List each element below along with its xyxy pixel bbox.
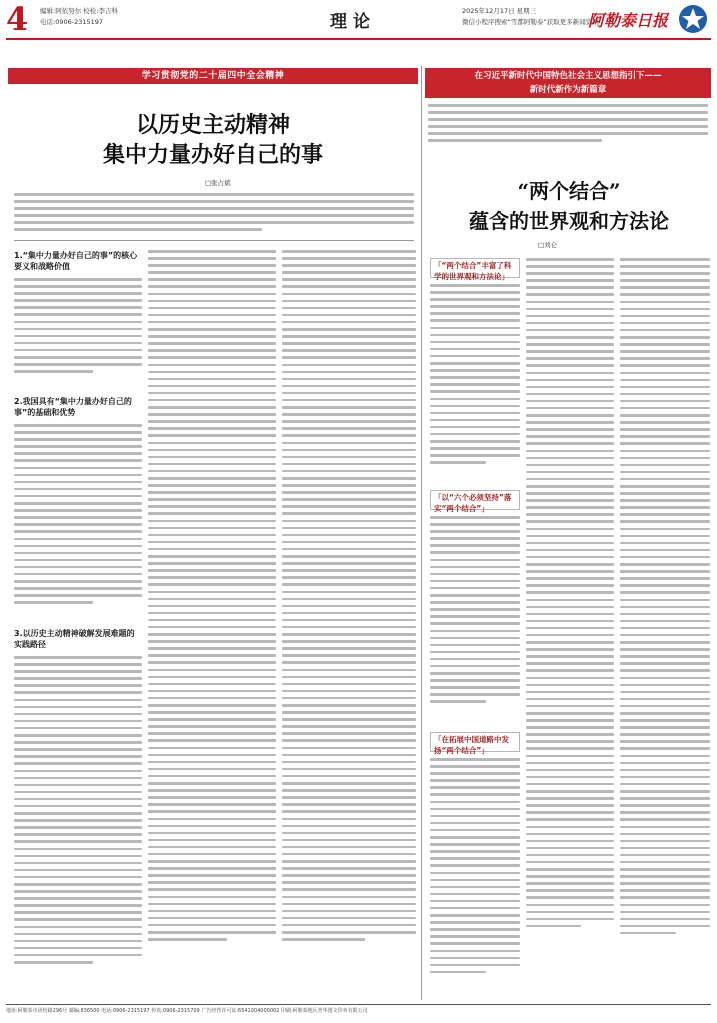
right-subhead-3: 「在拓展中国道路中发扬“两个结合”」 [434, 735, 509, 755]
issue-date: 2025年12月17日 星期三 [462, 7, 537, 15]
right-col2-text [526, 258, 614, 998]
wechat-note: 微信小程序搜索“雪都阿勒泰”获取更多新闻资讯 [462, 18, 599, 26]
phone-line: 电话:0906-2315197 [40, 18, 104, 26]
date-info [462, 6, 599, 28]
right-subhead-1: 「“两个结合”丰富了科学的世界观和方法论」 [434, 261, 512, 281]
right-intro-text [428, 104, 708, 146]
left-col1-text-a [14, 278, 142, 384]
section-title: 理论 [330, 12, 376, 32]
right-headline [428, 176, 710, 236]
masthead [0, 0, 717, 40]
left-col3-text [282, 250, 416, 998]
paper-logo: 阿勒泰日报 [588, 11, 669, 30]
left-col2-text [148, 250, 276, 998]
left-intro-divider [14, 240, 414, 241]
left-subhead-1: 1.“集中力量办好自己的事”的核心要义和战略价值 [14, 251, 138, 271]
right-col3-text [620, 258, 710, 998]
left-subhead-2: 2.我国具有“集中力量办好自己的事”的基础和优势 [14, 397, 132, 417]
right-byline: □刘仑 [538, 241, 558, 249]
left-intro-text [14, 193, 414, 235]
paper-emblem-icon [678, 4, 708, 34]
left-headline [8, 110, 418, 170]
left-byline: □张占斌 [205, 179, 231, 187]
right-headline-line2: 蕴含的世界观和方法论 [469, 209, 669, 233]
left-section-banner: 学习贯彻党的二十届四中全会精神 [8, 68, 418, 84]
right-col1-text-a [430, 284, 520, 480]
left-headline-line2: 集中力量办好自己的事 [102, 142, 323, 168]
page-number: 4 [6, 0, 29, 38]
left-subhead-3: 3.以历史主动精神破解发展难题的实践路径 [14, 629, 135, 649]
left-col1-text-b [14, 424, 142, 620]
article-separator [421, 66, 422, 1000]
right-col1-text-c [430, 758, 520, 998]
right-headline-line1: “两个结合” [517, 179, 621, 203]
left-headline-line1: 以历史主动精神 [135, 112, 290, 138]
page-footer: 地址:阿勒泰市团结路296号 邮编:836500 电话:0906-2315197 传真:0906-2315709 广告经营许可证:6541004000002 印刷:阿勒泰地区普华图文印务有限公司 [6, 1004, 711, 1018]
left-col1-text-c [14, 656, 142, 998]
right-col1-text-b [430, 516, 520, 722]
right-banner-line2: 新时代新作为新篇章 [529, 85, 607, 95]
editor-info [40, 6, 118, 28]
editor-line: 编辑:阿依努尔 校检:李吉科 [40, 7, 118, 15]
right-subhead-2: 「以“六个必须坚持”落实“两个结合”」 [434, 493, 512, 513]
right-banner-line1: 在习近平新时代中国特色社会主义思想指引下—— [474, 71, 662, 81]
masthead-rule [6, 38, 711, 40]
right-section-banner [425, 68, 711, 98]
